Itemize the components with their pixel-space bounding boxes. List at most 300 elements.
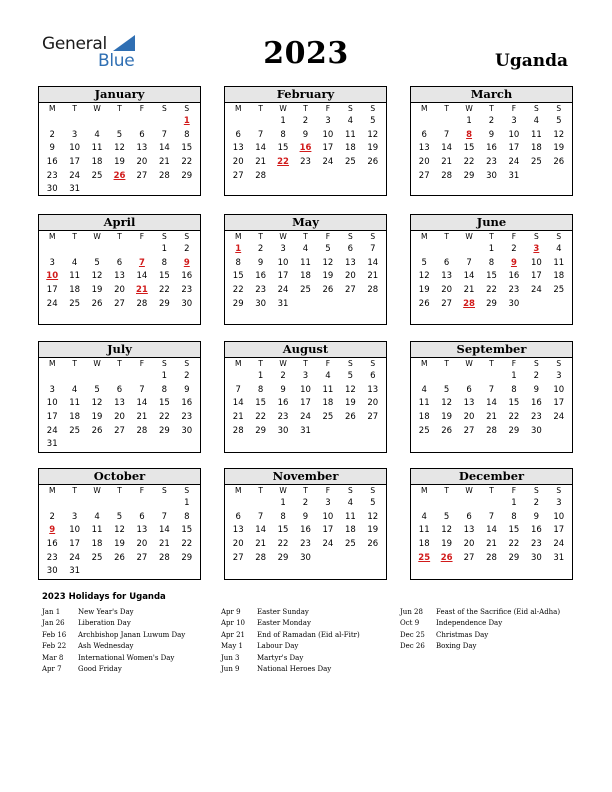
day-cell: 10 bbox=[69, 143, 81, 154]
day-cell: 5 bbox=[325, 244, 331, 254]
day-cell: 30 bbox=[181, 298, 193, 309]
day-cell: 12 bbox=[441, 398, 453, 409]
day-cell: 28 bbox=[136, 425, 148, 436]
day-cell: 24 bbox=[553, 539, 565, 550]
day-cell: 26 bbox=[553, 157, 565, 168]
day-cell: 23 bbox=[530, 412, 542, 423]
day-cell: 1 bbox=[184, 498, 190, 508]
day-cell: 15 bbox=[277, 525, 289, 536]
day-cell: 25 bbox=[322, 412, 334, 423]
day-cell: 16 bbox=[277, 398, 289, 409]
day-cell: 7 bbox=[488, 511, 495, 522]
day-cell: 31 bbox=[46, 439, 58, 450]
day-cell: 8 bbox=[257, 384, 264, 395]
day-cell: 27 bbox=[232, 170, 244, 181]
day-cell: 20 bbox=[232, 539, 244, 550]
empty-day-cell bbox=[41, 497, 63, 511]
day-cell: 16 bbox=[300, 525, 311, 536]
country-name: Uganda bbox=[495, 51, 568, 71]
day-cell: 26 bbox=[418, 298, 430, 309]
weekday-label: W bbox=[279, 232, 287, 241]
month-july bbox=[38, 341, 201, 453]
weekday-label: F bbox=[511, 486, 517, 495]
day-cell: 2 bbox=[511, 244, 517, 254]
day-cell: 21 bbox=[463, 285, 475, 296]
weekday-label: S bbox=[533, 486, 539, 495]
day-cell: 15 bbox=[486, 271, 497, 282]
day-cell: 25 bbox=[553, 285, 565, 296]
day-cell: 6 bbox=[139, 511, 145, 522]
day-cell: 8 bbox=[511, 511, 517, 522]
day-cell: 4 bbox=[533, 116, 540, 126]
day-cell: 4 bbox=[421, 384, 427, 395]
day-cell: 17 bbox=[322, 525, 334, 536]
holiday-day-cell: 1 bbox=[183, 116, 190, 126]
day-cell: 27 bbox=[441, 298, 453, 309]
day-cell: 26 bbox=[367, 157, 379, 168]
day-cell: 14 bbox=[441, 143, 453, 154]
empty-day-cell bbox=[249, 115, 271, 129]
day-cell: 19 bbox=[441, 539, 453, 550]
month-title: December bbox=[411, 469, 572, 485]
holiday-name: End of Ramadan (Eid al-Fitr) bbox=[257, 630, 360, 639]
day-cell: 6 bbox=[421, 129, 427, 140]
empty-day-cell bbox=[227, 497, 249, 511]
weekday-label: W bbox=[93, 486, 101, 495]
day-cell: 10 bbox=[46, 398, 58, 409]
weekday-label: W bbox=[465, 232, 473, 241]
holiday-day-cell: 8 bbox=[466, 129, 473, 140]
day-cell: 26 bbox=[91, 298, 103, 309]
day-cell: 3 bbox=[71, 129, 78, 140]
day-cell: 20 bbox=[114, 285, 125, 296]
day-cell: 22 bbox=[463, 157, 475, 168]
holiday-name: Independence Day bbox=[436, 619, 503, 628]
day-cell: 18 bbox=[322, 398, 334, 409]
day-cell: 8 bbox=[488, 257, 495, 268]
day-cell: 5 bbox=[443, 511, 450, 522]
holiday-name: National Heroes Day bbox=[257, 664, 332, 673]
day-cell: 6 bbox=[139, 129, 145, 140]
empty-day-cell bbox=[413, 115, 435, 129]
holiday-name: International Women's Day bbox=[78, 653, 175, 662]
holiday-day-cell: 22 bbox=[277, 157, 289, 168]
day-cell: 8 bbox=[511, 384, 517, 395]
holiday-name: Liberation Day bbox=[78, 619, 131, 628]
day-cell: 19 bbox=[344, 398, 356, 409]
weekday-label: T bbox=[258, 359, 263, 368]
holiday-day-cell: 10 bbox=[46, 271, 59, 282]
holiday-day-cell: 16 bbox=[299, 143, 312, 154]
month-december bbox=[410, 468, 573, 580]
empty-day-cell bbox=[227, 115, 249, 129]
holiday-list-item bbox=[42, 618, 185, 629]
weekday-label: M bbox=[48, 359, 56, 368]
day-cell: 9 bbox=[302, 129, 309, 140]
day-cell: 18 bbox=[418, 412, 430, 423]
day-cell: 16 bbox=[46, 539, 58, 550]
day-cell: 19 bbox=[91, 412, 103, 423]
month-april bbox=[38, 214, 201, 325]
day-cell: 5 bbox=[94, 384, 100, 395]
weekday-label: M bbox=[420, 359, 428, 368]
day-cell: 11 bbox=[322, 384, 334, 395]
holiday-list-item bbox=[42, 630, 185, 641]
day-cell: 16 bbox=[46, 157, 58, 168]
day-cell: 30 bbox=[508, 298, 520, 309]
day-cell: 13 bbox=[232, 143, 244, 154]
day-cell: 22 bbox=[158, 285, 170, 296]
weekday-label: S bbox=[347, 486, 353, 495]
empty-day-cell bbox=[249, 497, 271, 511]
day-cell: 29 bbox=[508, 552, 520, 563]
empty-day-cell bbox=[153, 115, 175, 129]
day-cell: 5 bbox=[94, 257, 100, 268]
month-january bbox=[38, 86, 201, 196]
day-cell: 6 bbox=[466, 384, 472, 395]
holiday-date: May 1 bbox=[221, 642, 243, 651]
month-title: October bbox=[39, 469, 200, 485]
weekday-label: T bbox=[72, 486, 77, 495]
day-cell: 13 bbox=[344, 257, 356, 268]
day-cell: 23 bbox=[46, 170, 58, 181]
day-cell: 19 bbox=[114, 157, 125, 168]
holiday-list-item bbox=[400, 641, 560, 652]
day-cell: 22 bbox=[277, 539, 289, 550]
day-cell: 30 bbox=[181, 425, 193, 436]
empty-day-cell bbox=[131, 370, 153, 384]
day-cell: 7 bbox=[235, 384, 241, 395]
day-cell: 9 bbox=[488, 129, 495, 140]
day-cell: 29 bbox=[508, 425, 520, 436]
day-cell: 27 bbox=[114, 425, 125, 436]
day-cell: 13 bbox=[418, 143, 430, 154]
holiday-list-item bbox=[221, 630, 360, 641]
empty-day-cell bbox=[108, 243, 130, 257]
day-cell: 28 bbox=[441, 170, 453, 181]
day-cell: 20 bbox=[114, 412, 125, 423]
holiday-date: Jan 26 bbox=[42, 619, 65, 628]
empty-day-cell bbox=[63, 115, 85, 129]
day-cell: 15 bbox=[463, 143, 475, 154]
empty-day-cell bbox=[108, 115, 130, 129]
day-cell: 12 bbox=[114, 143, 125, 154]
day-cell: 28 bbox=[136, 298, 148, 309]
day-cell: 15 bbox=[508, 525, 520, 536]
day-cell: 23 bbox=[530, 539, 542, 550]
day-cell: 18 bbox=[553, 271, 565, 282]
holiday-date: Apr 9 bbox=[221, 608, 241, 616]
day-cell: 23 bbox=[300, 539, 311, 550]
day-cell: 21 bbox=[158, 539, 170, 550]
empty-day-cell bbox=[458, 243, 480, 257]
day-cell: 25 bbox=[69, 425, 81, 436]
day-cell: 15 bbox=[277, 143, 289, 154]
day-cell: 22 bbox=[232, 285, 244, 296]
empty-day-cell bbox=[480, 497, 502, 511]
weekday-label: W bbox=[465, 486, 473, 495]
weekday-label: T bbox=[117, 486, 122, 495]
weekday-label: T bbox=[117, 232, 122, 241]
day-cell: 26 bbox=[322, 285, 334, 296]
holiday-date: Apr 21 bbox=[221, 630, 246, 639]
weekday-label: T bbox=[444, 486, 449, 495]
day-cell: 26 bbox=[91, 425, 103, 436]
day-cell: 3 bbox=[511, 116, 517, 126]
day-cell: 16 bbox=[181, 398, 193, 409]
day-cell: 25 bbox=[344, 539, 356, 550]
day-cell: 3 bbox=[556, 498, 562, 508]
day-cell: 22 bbox=[255, 412, 267, 423]
day-cell: 24 bbox=[46, 425, 58, 436]
weekday-label: F bbox=[139, 359, 145, 368]
weekday-label: T bbox=[303, 232, 308, 241]
day-cell: 10 bbox=[322, 511, 334, 522]
day-cell: 20 bbox=[367, 398, 379, 409]
weekday-label: S bbox=[161, 232, 167, 241]
holiday-list-column-3 bbox=[400, 607, 560, 653]
day-cell: 26 bbox=[367, 539, 379, 550]
day-cell: 26 bbox=[344, 412, 356, 423]
day-cell: 2 bbox=[533, 371, 540, 381]
day-cell: 14 bbox=[136, 398, 148, 409]
day-cell: 21 bbox=[367, 271, 379, 282]
day-cell: 27 bbox=[136, 552, 148, 563]
day-cell: 25 bbox=[91, 170, 103, 181]
weekday-label: F bbox=[325, 486, 331, 495]
month-february bbox=[224, 86, 387, 196]
day-cell: 30 bbox=[277, 425, 289, 436]
day-cell: 11 bbox=[553, 257, 565, 268]
empty-day-cell bbox=[153, 497, 175, 511]
day-cell: 21 bbox=[232, 412, 244, 423]
holiday-list-item bbox=[42, 607, 185, 618]
weekday-label: F bbox=[511, 359, 517, 368]
day-cell: 23 bbox=[486, 157, 497, 168]
day-cell: 19 bbox=[367, 525, 379, 536]
weekday-label: M bbox=[234, 104, 242, 113]
day-cell: 28 bbox=[158, 170, 170, 181]
holiday-list-item bbox=[221, 607, 360, 618]
day-cell: 30 bbox=[530, 425, 542, 436]
day-cell: 14 bbox=[136, 271, 148, 282]
holiday-list-item bbox=[400, 630, 560, 641]
weekday-label: S bbox=[161, 104, 167, 113]
day-cell: 20 bbox=[463, 412, 475, 423]
holiday-name: New Year's Day bbox=[78, 608, 134, 616]
day-cell: 11 bbox=[530, 129, 542, 140]
day-cell: 26 bbox=[441, 425, 453, 436]
day-cell: 1 bbox=[488, 244, 495, 254]
logo-text-blue: Blue bbox=[98, 51, 135, 71]
day-cell: 7 bbox=[257, 129, 264, 140]
month-day-grid bbox=[225, 358, 386, 438]
day-cell: 27 bbox=[232, 552, 244, 563]
day-cell: 30 bbox=[46, 566, 58, 577]
weekday-label: T bbox=[489, 104, 494, 113]
day-cell: 29 bbox=[277, 552, 289, 563]
month-day-grid bbox=[39, 358, 200, 452]
month-day-grid bbox=[411, 358, 572, 438]
day-cell: 19 bbox=[553, 143, 565, 154]
day-cell: 20 bbox=[136, 539, 148, 550]
weekday-label: S bbox=[184, 104, 190, 113]
day-cell: 28 bbox=[255, 552, 267, 563]
weekday-label: S bbox=[556, 232, 562, 241]
weekday-label: T bbox=[489, 232, 494, 241]
day-cell: 3 bbox=[280, 244, 286, 254]
weekday-label: S bbox=[556, 359, 562, 368]
weekday-label: W bbox=[279, 486, 287, 495]
month-september bbox=[410, 341, 573, 453]
day-cell: 11 bbox=[69, 271, 81, 282]
day-cell: 21 bbox=[158, 157, 170, 168]
day-cell: 15 bbox=[232, 271, 244, 282]
day-cell: 12 bbox=[344, 384, 356, 395]
day-cell: 19 bbox=[367, 143, 379, 154]
day-cell: 9 bbox=[280, 384, 286, 395]
day-cell: 21 bbox=[486, 539, 497, 550]
weekday-label: M bbox=[420, 486, 428, 495]
day-cell: 11 bbox=[418, 525, 430, 536]
weekday-label: F bbox=[139, 232, 145, 241]
holiday-list-item bbox=[42, 664, 185, 675]
month-title: March bbox=[411, 87, 572, 103]
day-cell: 9 bbox=[257, 257, 264, 268]
day-cell: 14 bbox=[486, 398, 497, 409]
weekday-label: T bbox=[489, 359, 494, 368]
day-cell: 25 bbox=[530, 157, 542, 168]
day-cell: 5 bbox=[421, 257, 427, 268]
day-cell: 11 bbox=[418, 398, 430, 409]
day-cell: 17 bbox=[69, 539, 81, 550]
day-cell: 6 bbox=[443, 257, 450, 268]
holidays-title: 2023 Holidays for Uganda bbox=[42, 592, 166, 602]
weekday-label: M bbox=[48, 232, 56, 241]
holiday-date: Jun 9 bbox=[221, 664, 240, 673]
holiday-day-cell: 26 bbox=[440, 552, 453, 563]
day-cell: 28 bbox=[367, 285, 379, 296]
day-cell: 1 bbox=[161, 244, 168, 254]
day-cell: 23 bbox=[181, 412, 193, 423]
day-cell: 1 bbox=[511, 498, 517, 508]
day-cell: 11 bbox=[91, 525, 103, 536]
empty-day-cell bbox=[435, 370, 457, 384]
day-cell: 9 bbox=[533, 511, 540, 522]
empty-day-cell bbox=[131, 243, 153, 257]
day-cell: 3 bbox=[556, 371, 562, 381]
day-cell: 4 bbox=[302, 244, 309, 254]
day-cell: 27 bbox=[418, 170, 430, 181]
day-cell: 31 bbox=[69, 184, 81, 195]
holiday-day-cell: 3 bbox=[533, 244, 540, 254]
holiday-date: Dec 26 bbox=[400, 642, 425, 651]
weekday-label: M bbox=[48, 104, 56, 113]
day-cell: 30 bbox=[486, 170, 497, 181]
weekday-label: T bbox=[444, 104, 449, 113]
weekday-label: M bbox=[48, 486, 56, 495]
day-cell: 29 bbox=[158, 425, 170, 436]
day-cell: 18 bbox=[91, 157, 103, 168]
month-title: November bbox=[225, 469, 386, 485]
day-cell: 5 bbox=[556, 116, 562, 126]
day-cell: 3 bbox=[71, 511, 78, 522]
day-cell: 20 bbox=[232, 157, 244, 168]
day-cell: 3 bbox=[49, 257, 55, 268]
day-cell: 10 bbox=[508, 129, 520, 140]
weekday-label: F bbox=[139, 486, 145, 495]
month-title: January bbox=[39, 87, 200, 103]
day-cell: 2 bbox=[49, 129, 55, 140]
day-cell: 9 bbox=[533, 384, 540, 395]
month-june bbox=[410, 214, 573, 325]
weekday-label: T bbox=[117, 104, 122, 113]
weekday-label: W bbox=[465, 104, 473, 113]
holiday-date: Feb 16 bbox=[42, 630, 67, 639]
day-cell: 21 bbox=[441, 157, 453, 168]
day-cell: 8 bbox=[161, 384, 168, 395]
day-cell: 28 bbox=[255, 170, 267, 181]
day-cell: 17 bbox=[46, 285, 58, 296]
holiday-list-column-2 bbox=[221, 607, 360, 675]
holiday-day-cell: 7 bbox=[138, 257, 145, 268]
day-cell: 1 bbox=[280, 498, 286, 508]
day-cell: 11 bbox=[69, 398, 81, 409]
day-cell: 15 bbox=[255, 398, 267, 409]
holiday-day-cell: 21 bbox=[136, 285, 148, 296]
weekday-label: S bbox=[533, 232, 539, 241]
day-cell: 24 bbox=[322, 539, 334, 550]
weekday-label: W bbox=[93, 359, 101, 368]
day-cell: 19 bbox=[322, 271, 334, 282]
day-cell: 2 bbox=[302, 116, 309, 126]
holiday-date: Mar 8 bbox=[42, 653, 64, 662]
day-cell: 16 bbox=[508, 271, 520, 282]
day-cell: 23 bbox=[46, 552, 58, 563]
day-cell: 29 bbox=[158, 298, 170, 309]
empty-day-cell bbox=[41, 115, 63, 129]
day-cell: 17 bbox=[508, 143, 520, 154]
page-header bbox=[0, 0, 612, 80]
day-cell: 17 bbox=[322, 143, 334, 154]
day-cell: 2 bbox=[257, 244, 264, 254]
day-cell: 4 bbox=[94, 511, 100, 522]
day-cell: 29 bbox=[232, 298, 244, 309]
day-cell: 18 bbox=[69, 412, 81, 423]
weekday-label: T bbox=[303, 359, 308, 368]
month-title: August bbox=[225, 342, 386, 358]
day-cell: 12 bbox=[114, 525, 125, 536]
day-cell: 21 bbox=[255, 539, 267, 550]
day-cell: 6 bbox=[466, 511, 472, 522]
day-cell: 8 bbox=[184, 511, 190, 522]
day-cell: 1 bbox=[466, 116, 472, 126]
weekday-label: F bbox=[511, 232, 517, 241]
day-cell: 4 bbox=[94, 129, 100, 140]
day-cell: 10 bbox=[277, 257, 289, 268]
day-cell: 9 bbox=[184, 384, 190, 395]
day-cell: 28 bbox=[486, 425, 497, 436]
day-cell: 15 bbox=[158, 271, 170, 282]
day-cell: 6 bbox=[370, 371, 376, 381]
day-cell: 2 bbox=[49, 511, 55, 522]
day-cell: 27 bbox=[463, 425, 475, 436]
day-cell: 25 bbox=[69, 298, 81, 309]
day-cell: 13 bbox=[136, 525, 148, 536]
day-cell: 22 bbox=[158, 412, 170, 423]
day-cell: 6 bbox=[116, 257, 123, 268]
empty-day-cell bbox=[86, 243, 108, 257]
